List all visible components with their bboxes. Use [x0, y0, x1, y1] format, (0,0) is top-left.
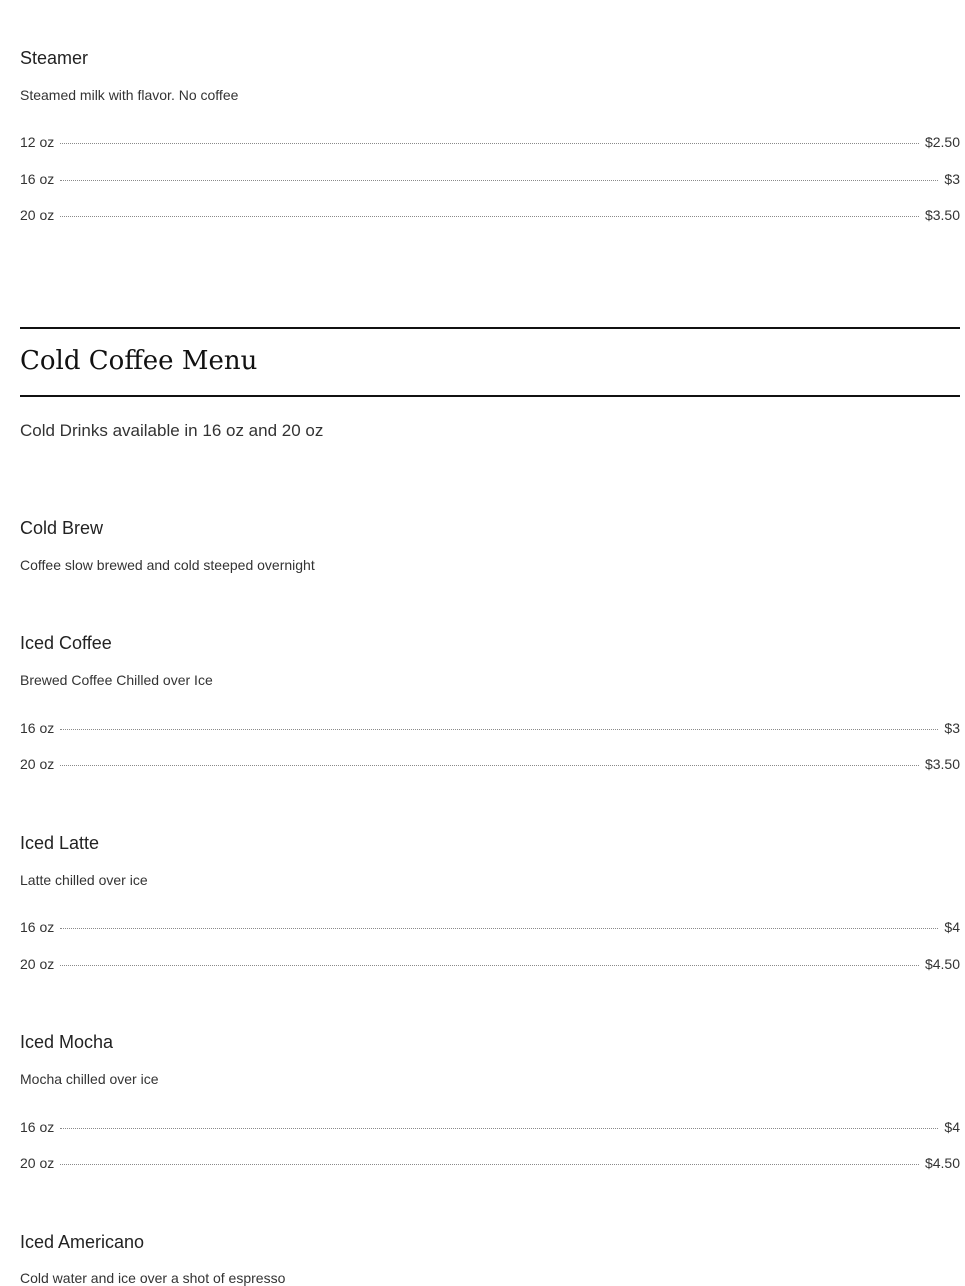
item-description-iced-mocha: Mocha chilled over ice	[20, 1071, 159, 1087]
dot-leader	[60, 1164, 919, 1165]
price-row	[20, 956, 960, 974]
item-description-iced-latte: Latte chilled over ice	[20, 872, 148, 888]
price-size: 20 oz	[20, 956, 55, 972]
price-row	[20, 171, 960, 189]
dot-leader	[60, 180, 938, 181]
price-amount: $4	[944, 919, 960, 935]
price-amount: $3	[944, 720, 960, 736]
dot-leader	[60, 1128, 938, 1129]
price-amount: $2.50	[924, 134, 960, 150]
item-description-cold-brew: Coffee slow brewed and cold steeped overnight	[20, 557, 315, 573]
dot-leader	[60, 965, 919, 966]
price-amount: $4	[944, 1119, 960, 1135]
dot-leader	[60, 765, 919, 766]
price-row	[20, 720, 960, 738]
section-note: Cold Drinks available in 16 oz and 20 oz	[20, 421, 324, 440]
price-size: 16 oz	[20, 1119, 55, 1135]
price-size: 20 oz	[20, 207, 55, 223]
item-name-iced-mocha: Iced Mocha	[20, 1032, 114, 1052]
item-name-steamer: Steamer	[20, 48, 89, 68]
price-size: 16 oz	[20, 720, 55, 736]
price-amount: $4.50	[924, 1155, 960, 1171]
item-name-iced-americano: Iced Americano	[20, 1232, 145, 1252]
price-row	[20, 919, 960, 937]
price-size: 16 oz	[20, 171, 55, 187]
dot-leader	[60, 143, 919, 144]
item-name-cold-brew: Cold Brew	[20, 518, 104, 538]
price-amount: $3	[944, 171, 960, 187]
price-size: 20 oz	[20, 1155, 55, 1171]
dot-leader	[60, 216, 919, 217]
price-amount: $3.50	[924, 756, 960, 772]
section-divider-bottom	[20, 395, 960, 397]
price-size: 12 oz	[20, 134, 55, 150]
dot-leader	[60, 928, 938, 929]
price-size: 16 oz	[20, 919, 55, 935]
item-name-iced-latte: Iced Latte	[20, 833, 100, 853]
price-row	[20, 1155, 960, 1173]
section-divider-top	[20, 327, 960, 329]
item-description-iced-coffee: Brewed Coffee Chilled over Ice	[20, 672, 213, 688]
price-row	[20, 1119, 960, 1137]
section-title: Cold Coffee Menu	[20, 346, 258, 376]
price-size: 20 oz	[20, 756, 55, 772]
item-name-iced-coffee: Iced Coffee	[20, 633, 112, 653]
price-amount: $3.50	[924, 207, 960, 223]
price-row	[20, 134, 960, 152]
price-row	[20, 756, 960, 774]
price-amount: $4.50	[924, 956, 960, 972]
item-description-iced-americano: Cold water and ice over a shot of espresso	[20, 1270, 286, 1286]
price-row	[20, 207, 960, 225]
item-description-steamer: Steamed milk with flavor. No coffee	[20, 87, 239, 103]
dot-leader	[60, 729, 938, 730]
